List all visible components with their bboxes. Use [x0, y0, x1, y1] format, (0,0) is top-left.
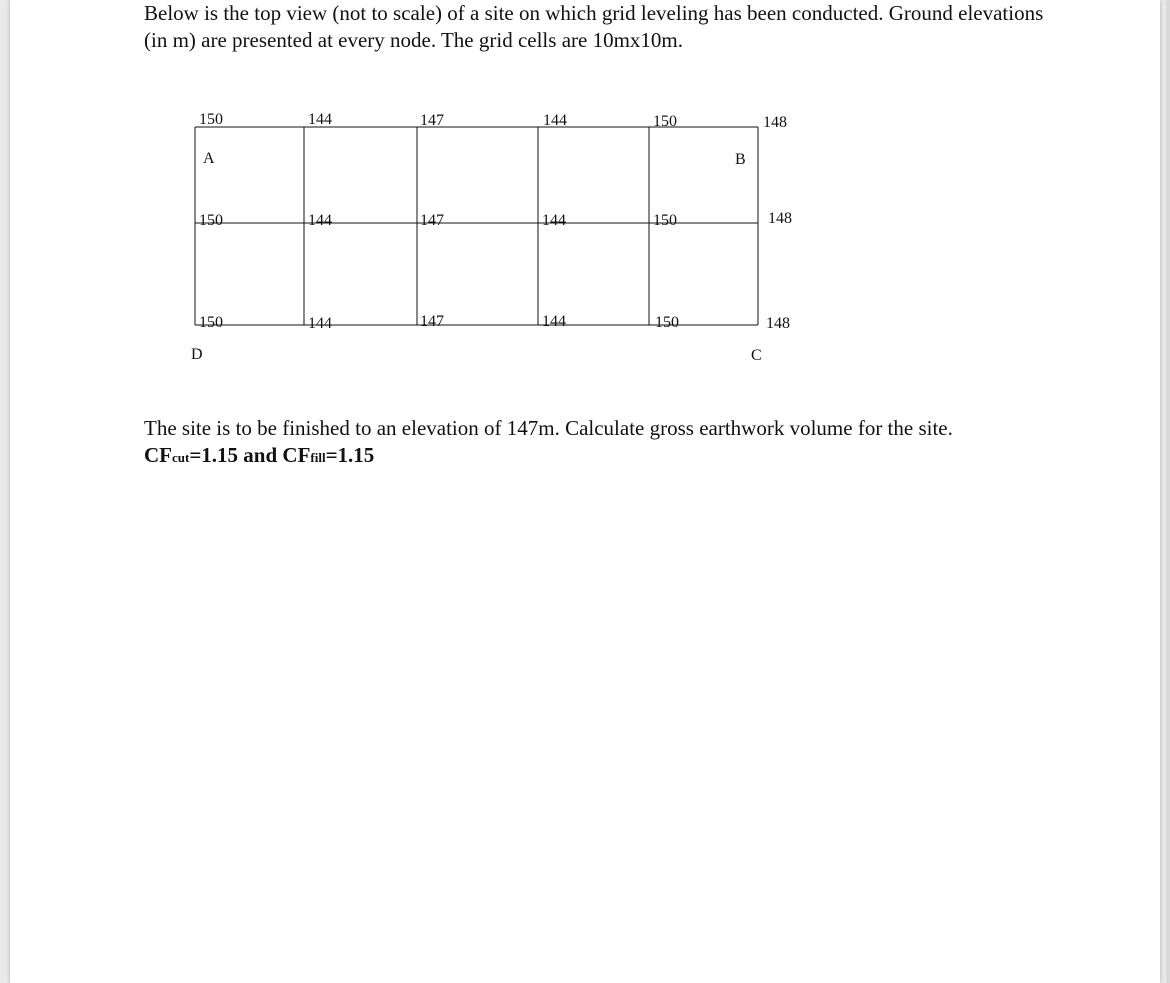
- elevation-node: 150: [199, 111, 223, 128]
- elevation-node: 144: [542, 212, 566, 229]
- question-paragraph: The site is to be finished to an elevation of 147m. Calculate gross earthwork volume for the site.: [144, 416, 953, 440]
- window-edge: [1166, 0, 1170, 983]
- elevation-node: 148: [763, 114, 787, 131]
- elevation-node: 147: [420, 112, 444, 129]
- elevation-node: 150: [199, 314, 223, 331]
- elevation-node: 148: [768, 210, 792, 227]
- elevation-node: 148: [766, 315, 790, 332]
- elevation-node: 150: [653, 113, 677, 130]
- intro-paragraph: Below is the top view (not to scale) of a site on which grid leveling has been conducted. Ground elevations (in m) are presented at every node. The grid cells are 10mx10m.: [144, 1, 1044, 52]
- cf-cut-prefix: CF: [144, 443, 172, 467]
- elevation-node: 144: [308, 111, 332, 128]
- elevation-node: 150: [653, 212, 677, 229]
- elevation-node: 144: [542, 313, 566, 330]
- elevation-node: 144: [308, 212, 332, 229]
- cf-cut-subscript: cut: [172, 450, 190, 465]
- document-page: [10, 0, 1160, 983]
- elevation-node: 144: [308, 315, 332, 332]
- cf-fill-prefix: CF: [282, 443, 311, 467]
- elevation-node: 147: [420, 313, 444, 330]
- elevation-node: 150: [199, 212, 223, 229]
- elevation-node: 144: [543, 112, 567, 129]
- elevation-node: 150: [655, 314, 679, 331]
- elevation-node: 147: [420, 212, 444, 229]
- cf-fill-value: =1.15: [325, 443, 375, 467]
- cf-fill-subscript: fill: [310, 450, 326, 465]
- grid-leveling-diagram: [10, 0, 1160, 400]
- corner-label-d: D: [191, 346, 203, 363]
- corner-label-c: C: [751, 347, 762, 364]
- corner-label-a: A: [203, 150, 215, 167]
- corner-label-b: B: [735, 151, 746, 168]
- conversion-factors: [144, 442, 374, 471]
- cf-cut-value: =1.15 and: [189, 443, 283, 467]
